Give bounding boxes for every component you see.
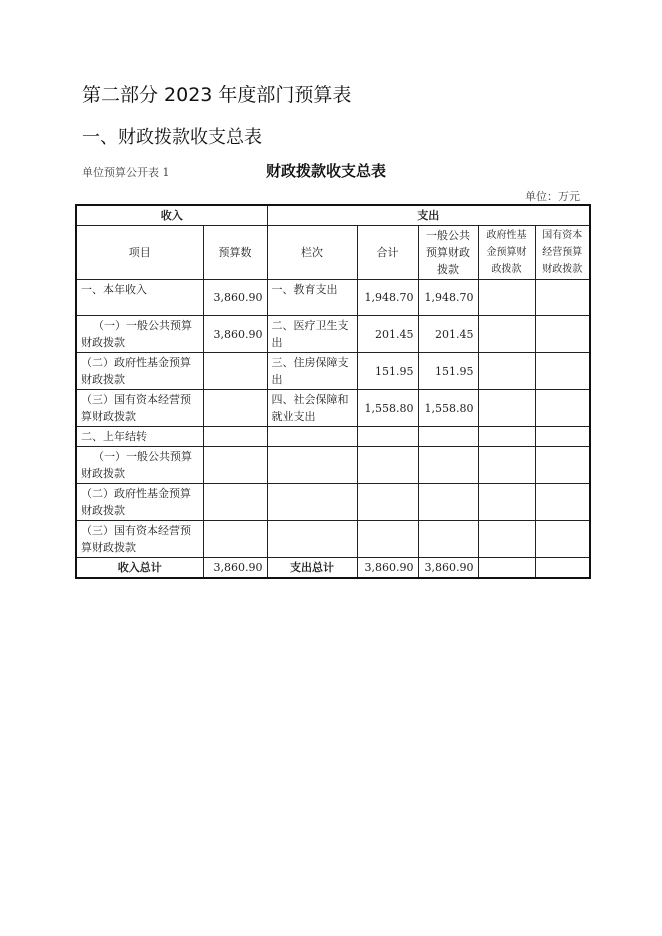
expense-total: 3,860.90: [357, 558, 418, 579]
expense-gov-fund-total: [478, 558, 535, 579]
table-row: [76, 280, 590, 316]
col-column: 栏次: [267, 226, 357, 280]
total-cell: 1,558.80: [357, 390, 418, 427]
table-row: [76, 353, 590, 390]
gov-fund-cell: [478, 484, 535, 521]
total-cell: 151.95: [357, 353, 418, 390]
item-cell: （二）政府性基金预算财政拨款: [76, 353, 203, 390]
total-cell: [357, 521, 418, 558]
gov-fund-cell: [478, 353, 535, 390]
gov-fund-cell: [478, 316, 535, 353]
general-cell: [418, 521, 478, 558]
total-cell: [357, 484, 418, 521]
state-capital-cell: [535, 390, 590, 427]
state-capital-cell: [535, 427, 590, 447]
state-capital-cell: [535, 353, 590, 390]
table-row: [76, 521, 590, 558]
table-number: 单位预算公开表 1: [82, 166, 170, 179]
column-cell: 二、医疗卫生支出: [267, 316, 357, 353]
col-general: 一般公共预算财政拨款: [418, 226, 478, 280]
item-cell: （三）国有资本经营预算财政拨款: [76, 390, 203, 427]
table-row: [76, 484, 590, 521]
total-cell: 201.45: [357, 316, 418, 353]
item-cell: 一、本年收入: [76, 280, 203, 316]
column-cell: 一、教育支出: [267, 280, 357, 316]
column-cell: [267, 521, 357, 558]
column-cell: 四、社会保障和就业支出: [267, 390, 357, 427]
general-cell: [418, 484, 478, 521]
total-cell: [357, 447, 418, 484]
budget-cell: [203, 447, 267, 484]
state-capital-cell: [535, 447, 590, 484]
column-cell: [267, 427, 357, 447]
col-budget: 预算数: [203, 226, 267, 280]
gov-fund-cell: [478, 280, 535, 316]
table-row: [76, 316, 590, 353]
section-heading: 一、财政拨款收支总表: [82, 127, 262, 148]
general-cell: 201.45: [418, 316, 478, 353]
table-row: [76, 447, 590, 484]
col-total: 合计: [357, 226, 418, 280]
col-gov-fund: 政府性基金预算财政拨款: [478, 226, 535, 280]
budget-cell: [203, 390, 267, 427]
gov-fund-cell: [478, 427, 535, 447]
state-capital-cell: [535, 484, 590, 521]
general-cell: 1,558.80: [418, 390, 478, 427]
table-row: [76, 390, 590, 427]
budget-cell: [203, 521, 267, 558]
state-capital-cell: [535, 280, 590, 316]
budget-cell: [203, 427, 267, 447]
budget-cell: 3,860.90: [203, 316, 267, 353]
income-total: 3,860.90: [203, 558, 267, 579]
budget-table: [75, 204, 591, 579]
gov-fund-cell: [478, 390, 535, 427]
table-title: 财政拨款收支总表: [266, 162, 387, 180]
expense-general-total: 3,860.90: [418, 558, 478, 579]
item-cell: （三）国有资本经营预算财政拨款: [76, 521, 203, 558]
budget-cell: [203, 484, 267, 521]
table-row: [76, 427, 590, 447]
general-cell: [418, 447, 478, 484]
total-cell: [357, 427, 418, 447]
expense-state-capital-total: [535, 558, 590, 579]
income-header: 收入: [76, 205, 267, 226]
general-cell: 151.95: [418, 353, 478, 390]
gov-fund-cell: [478, 447, 535, 484]
item-cell: （一）一般公共预算财政拨款: [76, 447, 203, 484]
col-state-capital: 国有资本经营预算财政拨款: [535, 226, 590, 280]
item-cell: （一）一般公共预算财政拨款: [76, 316, 203, 353]
state-capital-cell: [535, 521, 590, 558]
item-cell: （二）政府性基金预算财政拨款: [76, 484, 203, 521]
general-cell: [418, 427, 478, 447]
page-heading: 第二部分 2023 年度部门预算表: [82, 84, 352, 106]
column-cell: [267, 447, 357, 484]
item-cell: 二、上年结转: [76, 427, 203, 447]
general-cell: 1,948.70: [418, 280, 478, 316]
col-item: 项目: [76, 226, 203, 280]
expense-header: 支出: [267, 205, 590, 226]
gov-fund-cell: [478, 521, 535, 558]
column-cell: [267, 484, 357, 521]
unit-label: 单位：万元: [525, 190, 580, 203]
budget-cell: [203, 353, 267, 390]
budget-cell: 3,860.90: [203, 280, 267, 316]
total-cell: 1,948.70: [357, 280, 418, 316]
column-cell: 三、住房保障支出: [267, 353, 357, 390]
state-capital-cell: [535, 316, 590, 353]
income-total-label: 收入总计: [76, 558, 203, 579]
expense-total-label: 支出总计: [267, 558, 357, 579]
